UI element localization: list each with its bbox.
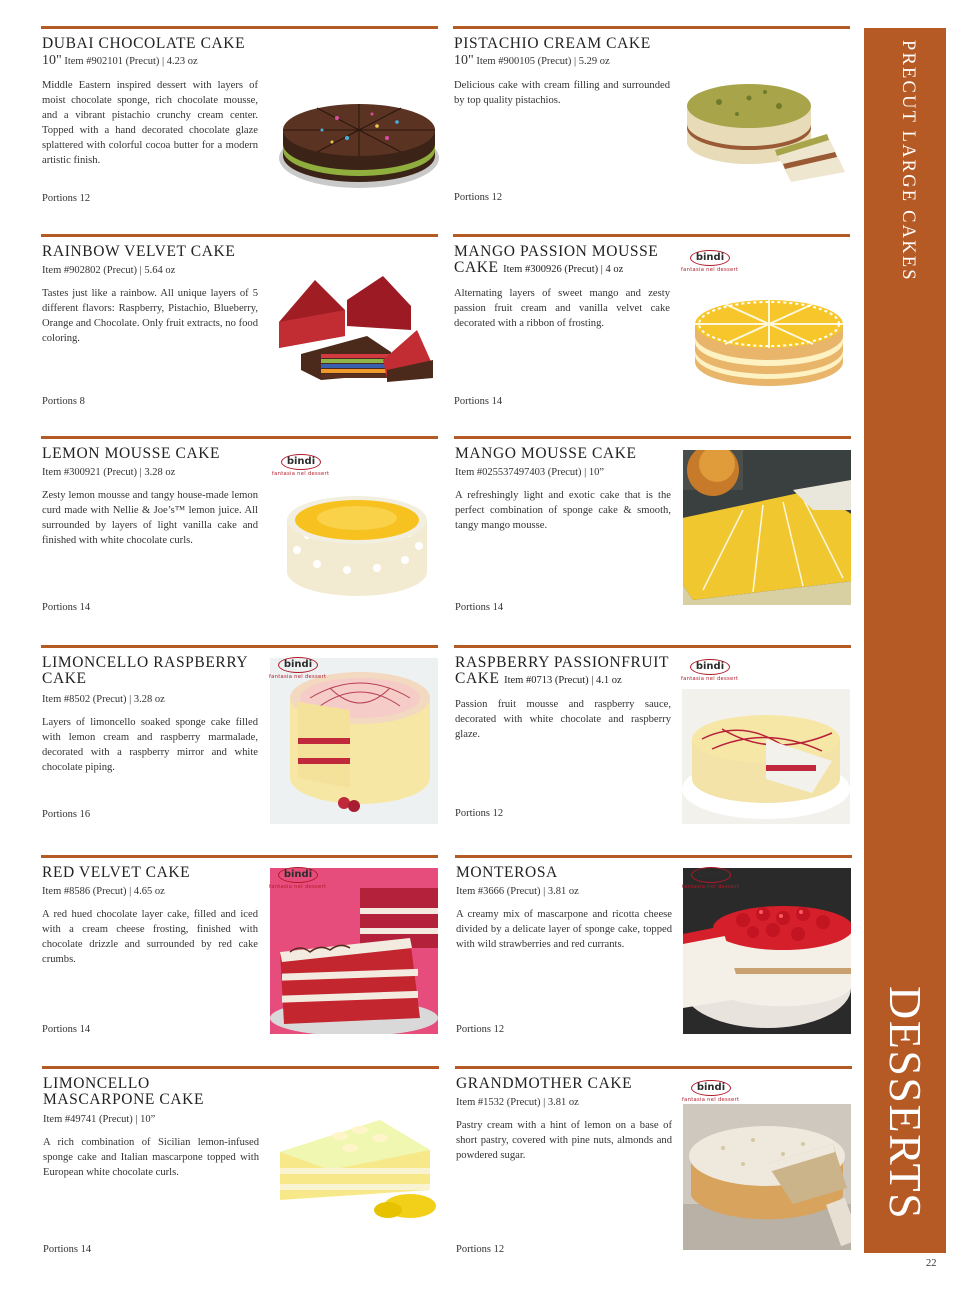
bindi-logo: bindi fantasia nel dessert [269,659,327,680]
category-heading: DESSERTS [880,986,931,1221]
product-meta: Item #300926 (Precut) | 4 oz [503,264,624,275]
rainbow-velvet-cake-photo [271,270,441,388]
product-card-grandmother-cake [455,1066,852,1266]
product-portions: Portions 14 [455,602,504,613]
product-card-rainbow-velvet-cake [41,234,438,434]
product-portions: Portions 14 [454,396,503,407]
section-divider [41,645,438,648]
product-size: 10" [454,53,474,68]
bindi-logo: bindi fantasia nel dessert [681,252,739,273]
section-divider [42,1066,439,1069]
product-meta: Item #8502 (Precut) | 3.28 oz [42,694,165,705]
product-description: Delicious cake with cream filling and surrounded by top quality pistachios. [454,80,670,106]
product-meta: Item #3666 (Precut) | 3.81 oz [456,886,579,897]
lemon-mousse-cake-photo [277,490,437,600]
product-meta: Item #1532 (Precut) | 3.81 oz [456,1097,579,1108]
product-title: MANGO MOUSSE CAKE [455,445,637,462]
bindi-logo: bindi fantasia nel dessert [272,456,330,477]
section-divider [41,855,438,858]
product-card-red-velvet-cake [41,855,438,1055]
product-title: MANGO PASSION MOUSSE CAKE Item #300926 (Precut) | 4 oz [454,243,659,276]
product-meta: Item #8586 (Precut) | 4.65 oz [42,886,165,897]
product-title: LIMONCELLO RASPBERRY CAKE [42,654,249,687]
limoncello-mascarpone-cake-photo [270,1110,438,1222]
product-card-lemon-mousse-cake [41,436,438,636]
product-meta: 10" Item #902101 (Precut) | 4.23 oz [42,53,198,68]
section-heading: PRECUT LARGE CAKES [898,40,918,282]
section-divider [453,26,850,29]
product-meta: 10" Item #900105 (Precut) | 5.29 oz [454,53,610,68]
section-divider [455,855,852,858]
product-title: RASPBERRY PASSIONFRUIT CAKE Item #0713 (Precut) | 4.1 oz [455,654,670,687]
bindi-logo: bindi fantasia nel dessert [269,869,327,890]
product-title: DUBAI CHOCOLATE CAKE [42,35,246,52]
product-title: PISTACHIO CREAM CAKE [454,35,651,52]
bindi-logo: bindi fantasia nel dessert [682,869,740,890]
section-divider [453,234,850,237]
product-portions: Portions 12 [455,808,504,819]
product-description: Zesty lemon mousse and tangy house-made lemon curd made with Nellie & Joe’s™ lemon juice. All surrounded by layers of light vanilla cake and finished with white chocolate curls. [42,490,258,546]
category-sidebar [864,28,946,1253]
product-card-dubai-chocolate-cake [41,26,438,226]
product-title: RED VELVET CAKE [42,864,191,881]
product-size: 10" [42,53,62,68]
product-portions: Portions 12 [42,193,91,204]
bindi-logo: bindi fantasia nel dessert [681,661,739,682]
pistachio-cream-cake-photo [679,62,851,186]
product-card-pistachio-cream-cake [453,26,850,226]
raspberry-passionfruit-cake-photo [682,689,850,824]
product-description: Middle Eastern inspired dessert with layers of moist chocolate sponge, rich chocolate mousse, and a vibrant pistachio crunchy cream center. Topped with a hand decorated chocolate glaze splattered with colorful cocoa butter for a modern artistic finish. [42,80,258,166]
mango-mousse-cake-photo [683,450,851,605]
dubai-chocolate-cake-photo [277,78,442,196]
product-title: RAINBOW VELVET CAKE [42,243,236,260]
product-card-limoncello-mascarpone-cake [42,1066,439,1266]
product-portions: Portions 14 [43,1244,92,1255]
section-divider [454,436,851,439]
section-divider [41,436,438,439]
grandmother-cake-photo [683,1104,851,1250]
product-card-raspberry-passionfruit-cake [454,645,851,845]
mango-passion-mousse-cake-photo [689,280,849,392]
section-divider [41,26,438,29]
product-description: A red hued chocolate layer cake, filled and iced with a cream cheese frosting, finished with chocolate drizzle and surrounded by red cake crumbs. [42,909,258,965]
product-portions: Portions 14 [42,1024,91,1035]
product-description: A rich combination of Sicilian lemon-infused sponge cake and Italian mascarpone topped with European white chocolate curls. [43,1137,259,1178]
product-card-limoncello-raspberry-cake [41,645,438,845]
product-meta: Item #300921 (Precut) | 3.28 oz [42,467,176,478]
product-portions: Portions 12 [454,192,503,203]
product-title: MONTEROSA [456,864,558,881]
product-portions: Portions 12 [456,1024,505,1035]
product-title: LEMON MOUSSE CAKE [42,445,221,462]
product-description: Passion fruit mousse and raspberry sauce, decorated with white chocolate and raspberry glaze. [455,699,671,740]
section-divider [454,645,851,648]
product-title: LIMONCELLO MASCARPONE CAKE [43,1075,205,1108]
product-card-mango-passion-mousse-cake [453,234,850,434]
page-number: 22 [926,1258,937,1269]
product-meta: Item #49741 (Precut) | 10” [43,1114,156,1125]
product-card-mango-mousse-cake [454,436,851,636]
product-description: Alternating layers of sweet mango and zesty passion fruit cream and vanilla velvet cake decorated with a ribbon of frosting. [454,288,670,329]
product-portions: Portions 8 [42,396,85,407]
product-portions: Portions 12 [456,1244,505,1255]
product-description: Pastry cream with a hint of lemon on a base of short pastry, covered with pine nuts, almonds and powdered sugar. [456,1120,672,1161]
bindi-logo: bindi fantasia nel dessert [682,1082,740,1103]
section-divider [455,1066,852,1069]
product-description: A refreshingly light and exotic cake that is the perfect combination of sponge cake & smooth, tangy mango mousse. [455,490,671,531]
product-description: A creamy mix of mascarpone and ricotta cheese divided by a delicate layer of sponge cake, topped with wild strawberries and red currants. [456,909,672,950]
product-title: GRANDMOTHER CAKE [456,1075,633,1092]
product-meta: Item #025537497403 (Precut) | 10” [455,467,605,478]
section-divider [41,234,438,237]
product-description: Layers of limoncello soaked sponge cake filled with lemon cream and raspberry marmalade, decorated with a raspberry mirror and white chocolate piping. [42,717,258,773]
product-description: Tastes just like a rainbow. All unique layers of 5 different flavors: Raspberry, Pistachio, Blueberry, Orange and Chocolate. Only fruit extracts, no food coloring. [42,288,258,344]
product-meta: Item #902802 (Precut) | 5.64 oz [42,265,176,276]
product-card-monterosa [455,855,852,1055]
product-portions: Portions 16 [42,809,91,820]
product-meta: Item #0713 (Precut) | 4.1 oz [504,675,622,686]
product-portions: Portions 14 [42,602,91,613]
